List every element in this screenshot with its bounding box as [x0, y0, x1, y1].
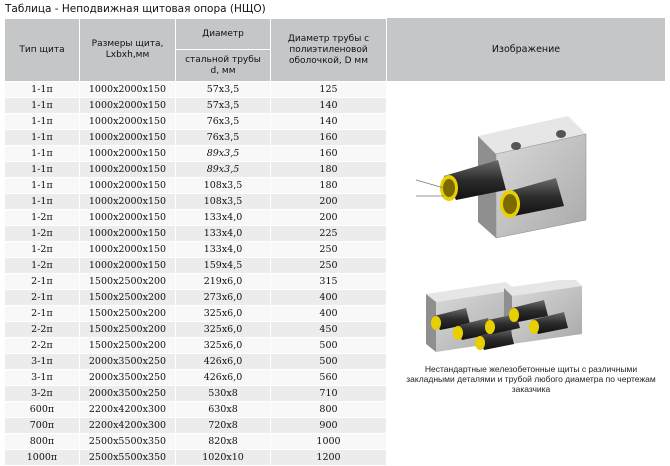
cell-dims: 2200x4200x300: [80, 402, 176, 418]
cell-pe-diameter: 250: [271, 242, 387, 258]
table-row: [5, 418, 387, 434]
cell-dims: 1000x2000x150: [80, 226, 176, 242]
cell-pe-diameter: 180: [271, 178, 387, 194]
cell-steel-diameter: 325x6,0: [176, 338, 271, 354]
cell-steel-diameter: 133x4,0: [176, 226, 271, 242]
cell-type: 1-1п: [5, 194, 80, 210]
table-row: [5, 98, 387, 114]
cell-dims: 1000x2000x150: [80, 146, 176, 162]
table-row: [5, 130, 387, 146]
cell-steel-diameter: 720x8: [176, 418, 271, 434]
header-image: Изображение: [386, 18, 665, 81]
cell-steel-diameter: 89x3,5: [176, 146, 271, 162]
cell-type: 2-1п: [5, 274, 80, 290]
table-row: [5, 82, 387, 98]
cell-pe-diameter: 450: [271, 322, 387, 338]
cell-type: 3-1п: [5, 354, 80, 370]
cell-steel-diameter: 159x4,5: [176, 258, 271, 274]
cell-dims: 1000x2000x150: [80, 210, 176, 226]
cell-pe-diameter: 400: [271, 306, 387, 322]
cell-steel-diameter: 108x3,5: [176, 194, 271, 210]
cell-type: 1-2п: [5, 242, 80, 258]
cell-pe-diameter: 225: [271, 226, 387, 242]
cell-dims: 1000x2000x150: [80, 242, 176, 258]
cell-dims: 1500x2500x200: [80, 338, 176, 354]
table-row: [5, 146, 387, 162]
cell-type: 1-1п: [5, 114, 80, 130]
table-row: [5, 402, 387, 418]
cell-steel-diameter: 133x4,0: [176, 210, 271, 226]
table-row: [5, 274, 387, 290]
cell-type: 2-1п: [5, 290, 80, 306]
support-table: [4, 18, 387, 466]
cell-dims: 1000x2000x150: [80, 162, 176, 178]
cell-dims: 1000x2000x150: [80, 258, 176, 274]
header-diameter: Диаметр: [176, 19, 271, 50]
image-panel: [386, 18, 666, 458]
cell-pe-diameter: 500: [271, 338, 387, 354]
cell-dims: 2200x4200x300: [80, 418, 176, 434]
table-row: [5, 226, 387, 242]
cell-dims: 1500x2500x200: [80, 290, 176, 306]
cell-dims: 1500x2500x200: [80, 274, 176, 290]
cell-pe-diameter: 1200: [271, 450, 387, 466]
cell-pe-diameter: 200: [271, 194, 387, 210]
table-row: [5, 386, 387, 402]
cell-dims: 1000x2000x150: [80, 130, 176, 146]
cell-steel-diameter: 820x8: [176, 434, 271, 450]
cell-type: 600п: [5, 402, 80, 418]
cell-type: 1-2п: [5, 226, 80, 242]
cell-steel-diameter: 1020x10: [176, 450, 271, 466]
table-row: [5, 178, 387, 194]
table-row: [5, 434, 387, 450]
cell-type: 2-1п: [5, 306, 80, 322]
cell-type: 1-2п: [5, 210, 80, 226]
cell-type: 1-1п: [5, 82, 80, 98]
cell-type: 1-2п: [5, 258, 80, 274]
cell-type: 700п: [5, 418, 80, 434]
cell-type: 2-2п: [5, 338, 80, 354]
cell-pe-diameter: 710: [271, 386, 387, 402]
cell-pe-diameter: 900: [271, 418, 387, 434]
cell-type: 800п: [5, 434, 80, 450]
cell-dims: 2000x3500x250: [80, 386, 176, 402]
table-row: [5, 338, 387, 354]
cell-pe-diameter: 500: [271, 354, 387, 370]
cell-dims: 2000x3500x250: [80, 354, 176, 370]
nonstandard-note: Нестандартные железобетонные щиты с различными закладными деталями и трубой любого диаметра по чертежам заказчика: [406, 364, 656, 394]
cell-pe-diameter: 400: [271, 290, 387, 306]
cell-dims: 1000x2000x150: [80, 114, 176, 130]
header-dims: Размеры щита, Lxbxh,мм: [80, 19, 176, 82]
cell-dims: 1500x2500x200: [80, 306, 176, 322]
cell-dims: 1000x2000x150: [80, 178, 176, 194]
cell-type: 1-1п: [5, 178, 80, 194]
table-caption: Таблица - Неподвижная щитовая опора (НЩО): [5, 3, 266, 15]
header-pe-diameter: Диаметр трубы с полиэтиленовой оболочкой, D мм: [271, 19, 387, 82]
cell-pe-diameter: 160: [271, 146, 387, 162]
cell-pe-diameter: 1000: [271, 434, 387, 450]
cell-steel-diameter: 57x3,5: [176, 82, 271, 98]
cell-dims: 1000x2000x150: [80, 98, 176, 114]
cell-type: 1-1п: [5, 130, 80, 146]
cell-pe-diameter: 200: [271, 210, 387, 226]
cell-steel-diameter: 76x3,5: [176, 114, 271, 130]
cell-steel-diameter: 325x6,0: [176, 322, 271, 338]
table-row: [5, 258, 387, 274]
cell-steel-diameter: 630x8: [176, 402, 271, 418]
cell-steel-diameter: 76x3,5: [176, 130, 271, 146]
cell-type: 2-2п: [5, 322, 80, 338]
cell-steel-diameter: 219x6,0: [176, 274, 271, 290]
table-row: [5, 162, 387, 178]
table-row: [5, 370, 387, 386]
cell-pe-diameter: 180: [271, 162, 387, 178]
cell-steel-diameter: 89x3,5: [176, 162, 271, 178]
cell-type: 1-1п: [5, 98, 80, 114]
header-steel: стальной трубы d, мм: [176, 50, 271, 82]
cell-dims: 2000x3500x250: [80, 370, 176, 386]
cell-pe-diameter: 125: [271, 82, 387, 98]
cell-pe-diameter: 250: [271, 258, 387, 274]
cell-type: 1-1п: [5, 162, 80, 178]
cell-dims: 1000x2000x150: [80, 82, 176, 98]
cell-pe-diameter: 315: [271, 274, 387, 290]
cell-pe-diameter: 140: [271, 114, 387, 130]
cell-dims: 1000x2000x150: [80, 194, 176, 210]
table-row: [5, 290, 387, 306]
table-row: [5, 450, 387, 466]
cell-dims: 2500x5500x350: [80, 450, 176, 466]
cell-pe-diameter: 140: [271, 98, 387, 114]
support-slab-illustration: [386, 88, 666, 288]
cell-pe-diameter: 800: [271, 402, 387, 418]
cell-pe-diameter: 160: [271, 130, 387, 146]
nonstandard-slabs-illustration: [386, 280, 666, 360]
cell-pe-diameter: 560: [271, 370, 387, 386]
cell-steel-diameter: 530x8: [176, 386, 271, 402]
table-row: [5, 210, 387, 226]
cell-steel-diameter: 426x6,0: [176, 354, 271, 370]
cell-steel-diameter: 108x3,5: [176, 178, 271, 194]
table-row: [5, 322, 387, 338]
table-row: [5, 306, 387, 322]
cell-dims: 2500x5500x350: [80, 434, 176, 450]
cell-type: 3-2п: [5, 386, 80, 402]
table-row: [5, 194, 387, 210]
header-type: Тип щита: [5, 19, 80, 82]
cell-type: 1000п: [5, 450, 80, 466]
cell-dims: 1500x2500x200: [80, 322, 176, 338]
cell-steel-diameter: 426x6,0: [176, 370, 271, 386]
cell-steel-diameter: 325x6,0: [176, 306, 271, 322]
cell-type: 1-1п: [5, 146, 80, 162]
cell-steel-diameter: 57x3,5: [176, 98, 271, 114]
table-row: [5, 114, 387, 130]
table-row: [5, 242, 387, 258]
table-row: [5, 354, 387, 370]
cell-steel-diameter: 273x6,0: [176, 290, 271, 306]
cell-steel-diameter: 133x4,0: [176, 242, 271, 258]
cell-type: 3-1п: [5, 370, 80, 386]
